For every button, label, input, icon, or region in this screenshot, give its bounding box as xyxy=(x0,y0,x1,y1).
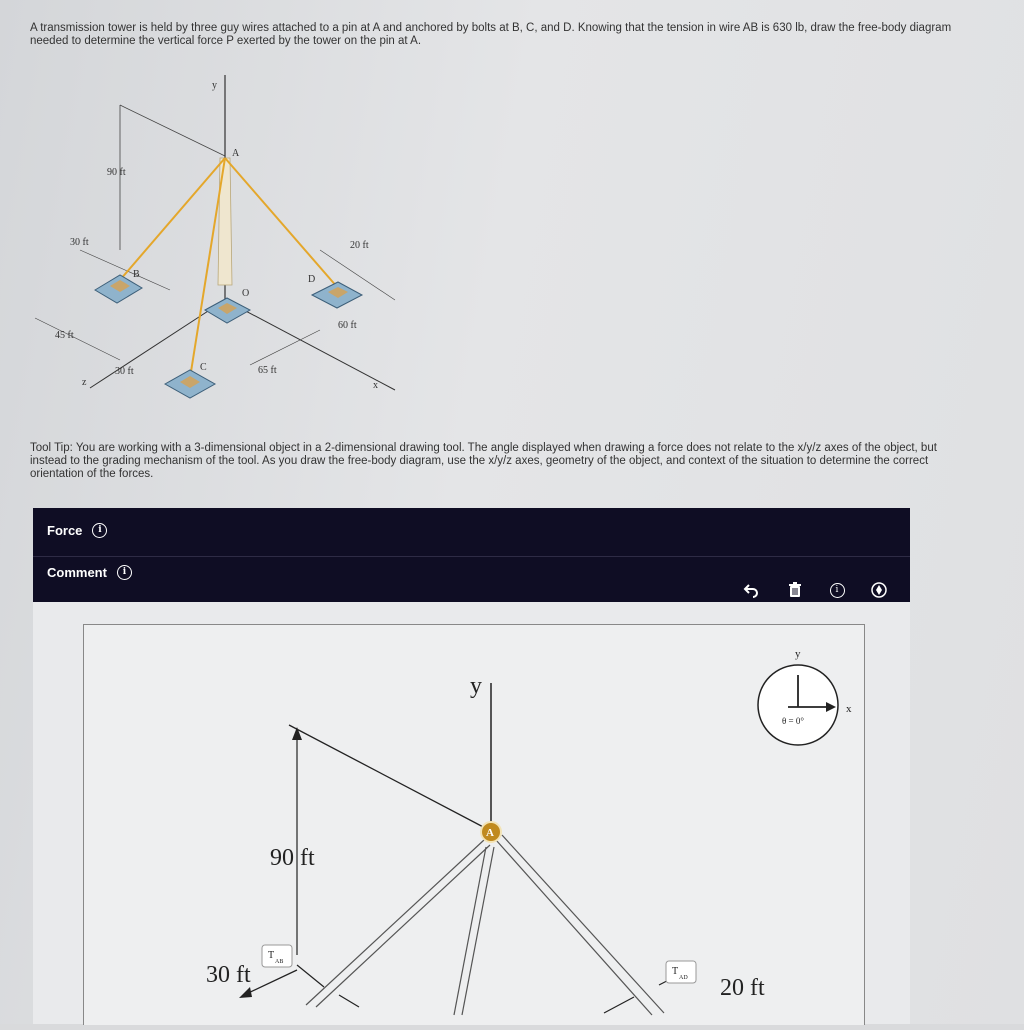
force-tool-label: Force xyxy=(47,522,83,538)
compass-x-label: x xyxy=(846,703,852,715)
anchor-D xyxy=(312,282,362,308)
drawing-area xyxy=(33,602,910,1024)
problem-statement: A transmission tower is held by three guy wires attached to a pin at A and anchored by bolts at B, C, and D. Knowing that the tension in wire AB is 630 lb, draw the free-body diagram needed to determine the vertical force P exerted by the tower on the pin at A. xyxy=(30,22,952,47)
comment-tool-label: Comment xyxy=(47,564,107,580)
fig-label-A: A xyxy=(232,148,240,159)
canvas-y-label: y xyxy=(470,673,482,699)
fig-dim-60: 60 ft xyxy=(338,320,357,331)
force-tag-tab-sub: AB xyxy=(275,959,284,965)
angle-compass xyxy=(758,648,852,745)
fig-dim-90: 90 ft xyxy=(107,167,126,178)
trash-icon[interactable] xyxy=(785,580,805,600)
drawing-canvas[interactable] xyxy=(83,624,865,1025)
point-a-label: A xyxy=(486,827,494,839)
fig-dim-30a: 30 ft xyxy=(70,237,89,248)
anchor-O xyxy=(205,298,250,323)
tool-tip: Tool Tip: You are working with a 3-dimensional object in a 2-dimensional drawing tool. The angle displayed when drawing a force does not relate to the x/y/z axes of the object, but instead to the grading mechanism of the tool. As you draw the free-body diagram, use the x/y/z axes, geometry of the object, and context of the situation to determine the correct orientation of the forces. xyxy=(30,442,937,480)
help-icon[interactable] xyxy=(869,580,889,600)
anchor-C xyxy=(165,370,215,398)
fig-dim-45: 45 ft xyxy=(55,330,74,341)
force-tag-tad[interactable] xyxy=(666,961,696,983)
compass-angle: θ = 0° xyxy=(782,716,804,726)
fig-label-y: y xyxy=(212,80,217,91)
point-a[interactable] xyxy=(481,822,501,842)
problem-figure xyxy=(20,70,440,410)
fig-label-z: z xyxy=(82,377,87,388)
info-icon[interactable] xyxy=(827,580,847,600)
canvas-svg xyxy=(84,625,864,1025)
fig-label-O: O xyxy=(242,288,250,299)
fig-dim-65: 65 ft xyxy=(258,365,277,376)
force-tag-tad-sub: AD xyxy=(679,975,688,981)
fig-label-x: x xyxy=(373,380,378,391)
compass-y-label: y xyxy=(795,648,801,660)
fig-dim-30b: 30 ft xyxy=(115,366,134,377)
canvas-dim-20: 20 ft xyxy=(720,975,765,1001)
wire-ad xyxy=(496,835,664,1015)
force-tag-tab-label: T xyxy=(268,950,275,961)
comment-tool[interactable] xyxy=(47,562,132,582)
fig-label-D: D xyxy=(308,274,316,285)
wire-ab xyxy=(306,840,490,1007)
force-tag-tab[interactable] xyxy=(262,945,292,967)
canvas-dim-90: 90 ft xyxy=(270,845,315,871)
toolbar-divider xyxy=(33,556,910,557)
comment-info-icon[interactable]: i xyxy=(117,565,132,580)
fig-dim-20: 20 ft xyxy=(350,240,369,251)
fig-label-B: B xyxy=(133,269,140,280)
undo-icon[interactable] xyxy=(741,580,761,600)
force-tag-tad-label: T xyxy=(672,966,679,977)
force-info-icon[interactable]: i xyxy=(92,523,107,538)
canvas-dim-30: 30 ft xyxy=(206,962,251,988)
force-tool[interactable] xyxy=(47,520,107,540)
tool-panel xyxy=(33,508,910,602)
fig-label-C: C xyxy=(200,362,207,373)
info-icon-glyph: i xyxy=(830,583,845,598)
